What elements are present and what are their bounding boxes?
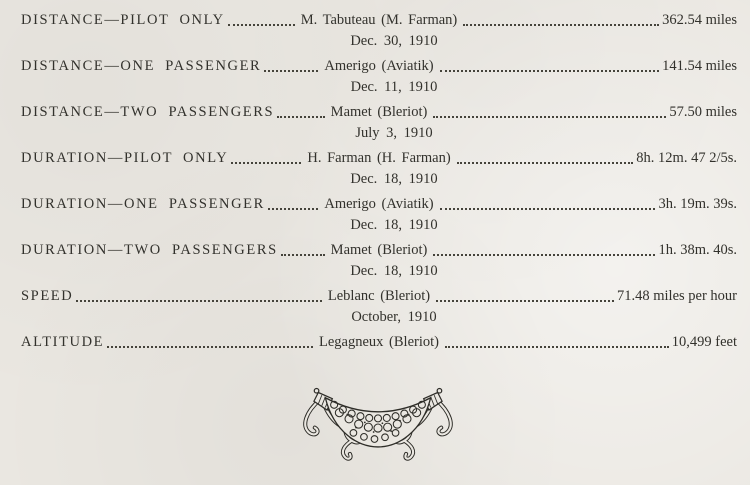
dot-leader [264,70,318,72]
record-right-side [430,242,737,259]
record-holder: Leblanc (Bleriot) [327,288,431,304]
record-holder: Legagneux (Bleriot) [319,334,439,350]
record-date: July 3, 1910 [355,125,433,141]
record-category: SPEED [21,288,74,304]
record-row [21,104,737,142]
records-list [21,12,737,380]
dot-leader [433,116,666,118]
record-right-side [437,58,737,75]
record-holder: Amerigo (Aviatik) [324,196,434,212]
record-category: DURATION—TWO PASSENGERS [21,242,278,258]
record-line [21,196,737,213]
record-holder: H. Farman (H. Farman) [307,150,451,166]
record-date [36,355,750,372]
dot-leader [231,162,301,164]
record-value: 57.50 miles [669,104,737,120]
record-left-side [21,12,298,29]
record-category: DURATION—ONE PASSENGER [21,196,265,212]
record-row [21,196,737,234]
dot-leader [268,208,318,210]
record-line [21,12,737,29]
record-value: 3h. 19m. 39s. [658,196,737,212]
record-category: DISTANCE—ONE PASSENGER [21,58,262,74]
record-value: 362.54 miles [662,12,737,28]
record-left-side [21,150,304,167]
record-date: Dec. 18, 1910 [350,217,438,233]
dot-leader [433,254,655,256]
record-right-side [430,104,737,121]
record-left-side [21,242,328,259]
record-right-side [433,288,737,305]
record-row [21,334,737,372]
record-date: October, 1910 [351,309,437,325]
record-category: DISTANCE—TWO PASSENGERS [21,104,275,120]
record-value: 71.48 miles per hour [616,288,737,304]
record-line [21,58,737,75]
record-line [21,334,737,351]
record-holder: M. Tabuteau (M. Farman) [300,12,458,28]
record-holder: Amerigo (Aviatik) [324,58,434,74]
record-row [21,58,737,96]
record-value: 8h. 12m. 47 2/5s. [636,150,737,166]
record-date: Dec. 18, 1910 [350,263,438,279]
record-left-side [21,104,328,121]
record-holder: Mamet (Bleriot) [330,104,428,120]
record-value: 10,499 feet [671,334,737,350]
record-row [21,150,737,188]
record-date: Dec. 18, 1910 [350,171,438,187]
record-right-side [460,12,737,29]
record-left-side [21,58,321,75]
dot-leader [445,346,669,348]
record-right-side [454,150,737,167]
dot-leader [457,162,634,164]
record-category: DURATION—PILOT ONLY [21,150,229,166]
record-left-side [21,196,321,213]
dot-leader [440,70,659,72]
record-left-side [21,334,316,351]
record-left-side [21,288,325,305]
dot-leader [440,208,656,210]
record-right-side [442,334,737,351]
dot-leader [277,116,324,118]
record-category: ALTITUDE [21,334,105,350]
record-right-side [437,196,737,213]
dot-leader [436,300,614,302]
record-row [21,288,737,326]
record-row [21,12,737,50]
record-value: 141.54 miles [662,58,737,74]
record-line [21,288,737,305]
record-line [21,150,737,167]
record-date: Dec. 11, 1910 [350,79,438,95]
floral-garland-ornament [299,384,457,480]
dot-leader [281,254,325,256]
record-line [21,104,737,121]
dot-leader [463,24,659,26]
dot-leader [107,346,313,348]
dot-leader [76,300,322,302]
record-date: Dec. 30, 1910 [350,33,438,49]
dot-leader [228,24,295,26]
record-value: 1h. 38m. 40s. [658,242,737,258]
record-category: DISTANCE—PILOT ONLY [21,12,225,28]
record-row [21,242,737,280]
record-line [21,242,737,259]
record-holder: Mamet (Bleriot) [330,242,428,258]
